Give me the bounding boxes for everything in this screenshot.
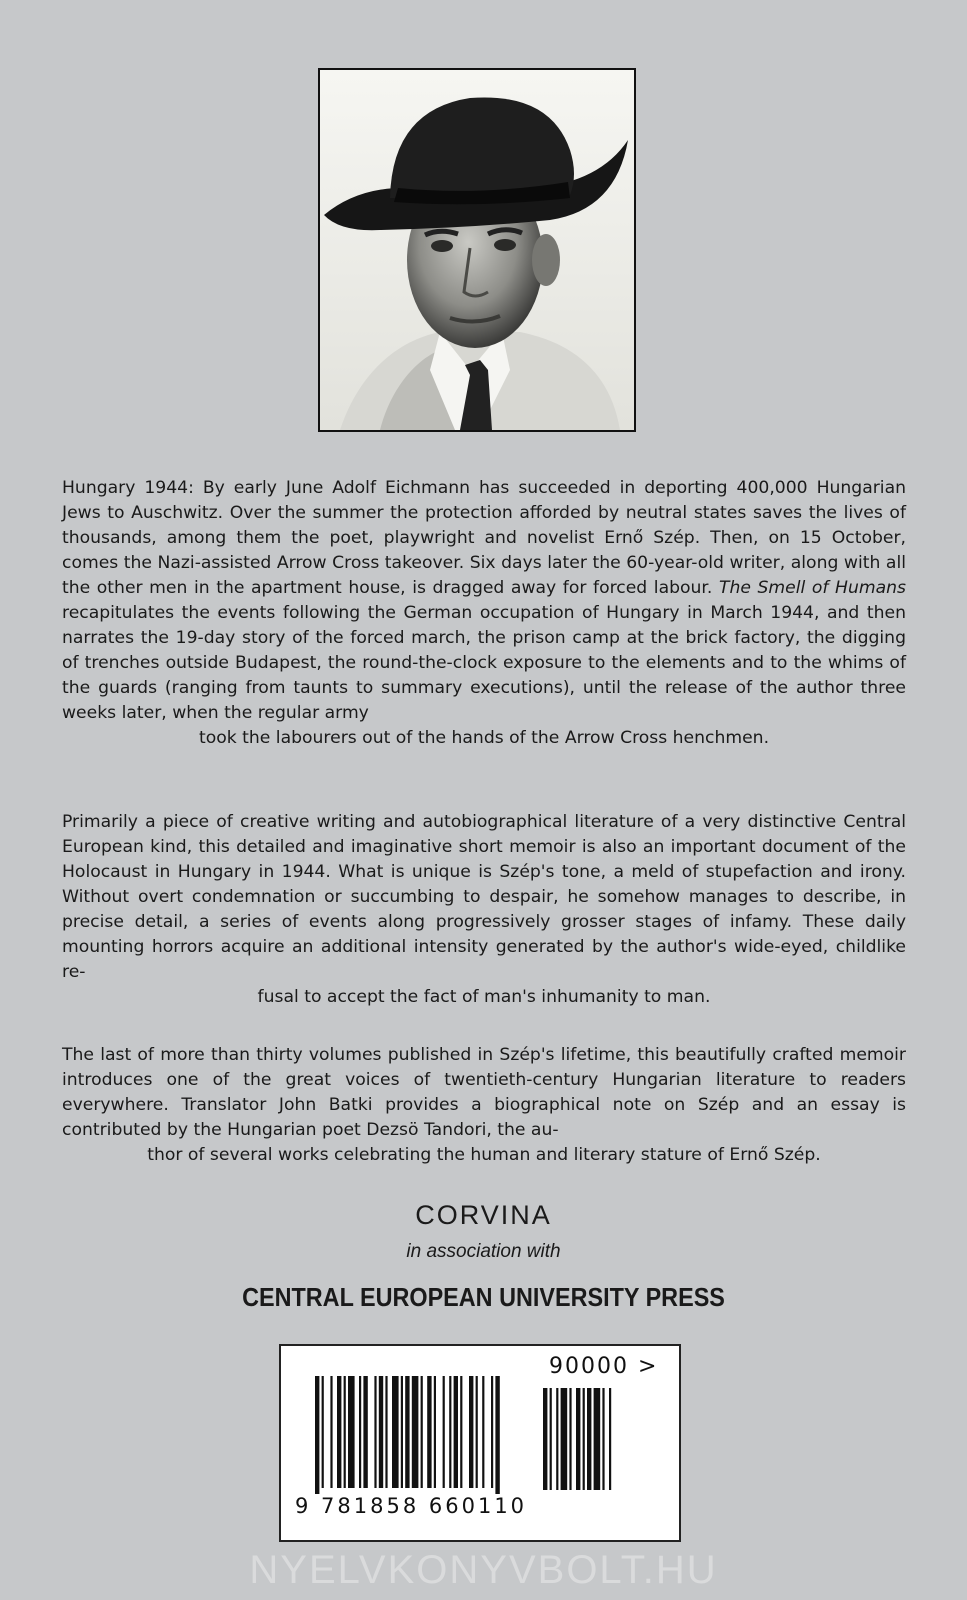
barcode-bar <box>491 1376 493 1488</box>
barcode-bar <box>385 1376 387 1488</box>
watermark-text: NYELVKONYVBOLT.HU <box>249 1548 718 1592</box>
barcode-bar <box>495 1376 499 1494</box>
barcode-bar <box>482 1376 484 1488</box>
barcode-bar <box>374 1376 376 1488</box>
barcode-bar <box>405 1376 409 1488</box>
book-title-italic: The Smell of Humans <box>718 578 906 598</box>
barcode-bar <box>359 1376 361 1488</box>
p2-text-a: Primarily a piece of creative writing and autobiographical literature of a very distinctive Central European kind, this detailed and imaginative short memoir is also an important document of the Holocaust in Hungary in 1944. What is unique is Szép's tone, a meld of stupefaction and irony. Without overt condemnation or succumbing to despair, he somehow manages to describe, in precise detail, a series of events along progressively grosser stages of infamy. These daily mounting horrors acquire an additional intensity generated by the author's wide-eyed, childlike re- <box>62 812 906 982</box>
p3-last-line: thor of several works celebrating the human and literary stature of Ernő Szép. <box>147 1145 821 1165</box>
price-code: 90000 > <box>549 1354 659 1379</box>
barcode-bar <box>469 1376 473 1488</box>
barcode-addon-bar <box>556 1388 558 1490</box>
barcode-bar <box>337 1376 341 1488</box>
barcode-bar <box>392 1376 399 1488</box>
p3-text-a: The last of more than thirty volumes published in Szép's lifetime, this beautifully crafted memoir introduces one of the great voices of twentieth-century Hungarian literature to readers everywhere. Translator John Batki provides a biographical note on Szép and an essay is contributed by the Hungarian poet Dezsö Tandori, the au- <box>62 1045 906 1140</box>
barcode-addon-bar <box>587 1388 591 1490</box>
p1-last-line: took the labourers out of the hands of the Arrow Cross henchmen. <box>198 728 770 748</box>
author-portrait-image <box>320 70 634 430</box>
barcode-bar <box>454 1376 458 1488</box>
barcode-bar <box>363 1376 367 1488</box>
author-portrait-photo <box>318 68 636 432</box>
barcode-bar <box>330 1376 332 1488</box>
description-paragraph-2 <box>62 810 906 1010</box>
publisher-press: CENTRAL EUROPEAN UNIVERSITY PRESS <box>242 1282 725 1312</box>
p1-text-a: Hungary 1944: By early June Adolf Eichmann has succeeded in deporting 400,000 Hungarian Jews to Auschwitz. Over the summer the protection afforded by neutral states saves the lives of thousands, among them the poet, playwright and novelist Ernő Szép. Then, on 15 October, comes the Nazi-assisted Arrow Cross takeover. Six days later the 60-year-old writer, along with all the other men in the apartment house, is dragged away for forced labour. <box>62 478 906 598</box>
barcode-addon-bar <box>609 1388 611 1490</box>
description-paragraph-1 <box>62 476 906 751</box>
barcode-addon-bar <box>576 1388 580 1490</box>
publisher-association: in association with <box>406 1241 561 1262</box>
barcode-bar <box>476 1376 478 1488</box>
barcode-bar <box>401 1376 403 1488</box>
barcode-addon-bar <box>602 1388 604 1490</box>
barcode-bar <box>427 1376 431 1488</box>
barcode-bar <box>315 1376 319 1494</box>
p1-text-b: recapitulates the events following the German occupation of Hungary in March 1944, and then narrates the 19-day story of the forced march, the prison camp at the brick factory, the digging of trenches outside Budapest, the round-the-clock exposure to the elements and to the whims of the guards (ranging from taunts to summary executions), until the release of the author three weeks later, when the regular army <box>62 603 906 723</box>
barcode-bar <box>322 1376 324 1488</box>
barcode-bar <box>460 1376 462 1488</box>
barcode-addon-bar <box>550 1388 552 1490</box>
barcode-bar <box>443 1376 445 1488</box>
barcode-addon-bar <box>543 1388 547 1490</box>
barcode-bar <box>434 1376 436 1488</box>
p2-last-line: fusal to accept the fact of man's inhumanity to man. <box>257 987 711 1007</box>
barcode-bar <box>412 1376 419 1488</box>
barcode-bar <box>449 1376 451 1488</box>
publisher-name: CORVINA <box>415 1200 552 1230</box>
barcode-bar <box>379 1376 383 1488</box>
isbn-number: 9 781858 660110 <box>295 1494 528 1518</box>
isbn-barcode <box>279 1344 681 1542</box>
barcode-addon-bar <box>583 1388 585 1490</box>
barcode-bar <box>348 1376 355 1488</box>
barcode-addon-bar <box>594 1388 601 1490</box>
barcode-bar <box>421 1376 423 1488</box>
barcode-bar <box>344 1376 346 1488</box>
description-paragraph-3 <box>62 1043 906 1168</box>
barcode-addon-bar <box>569 1388 571 1490</box>
barcode-addon-bar <box>561 1388 568 1490</box>
